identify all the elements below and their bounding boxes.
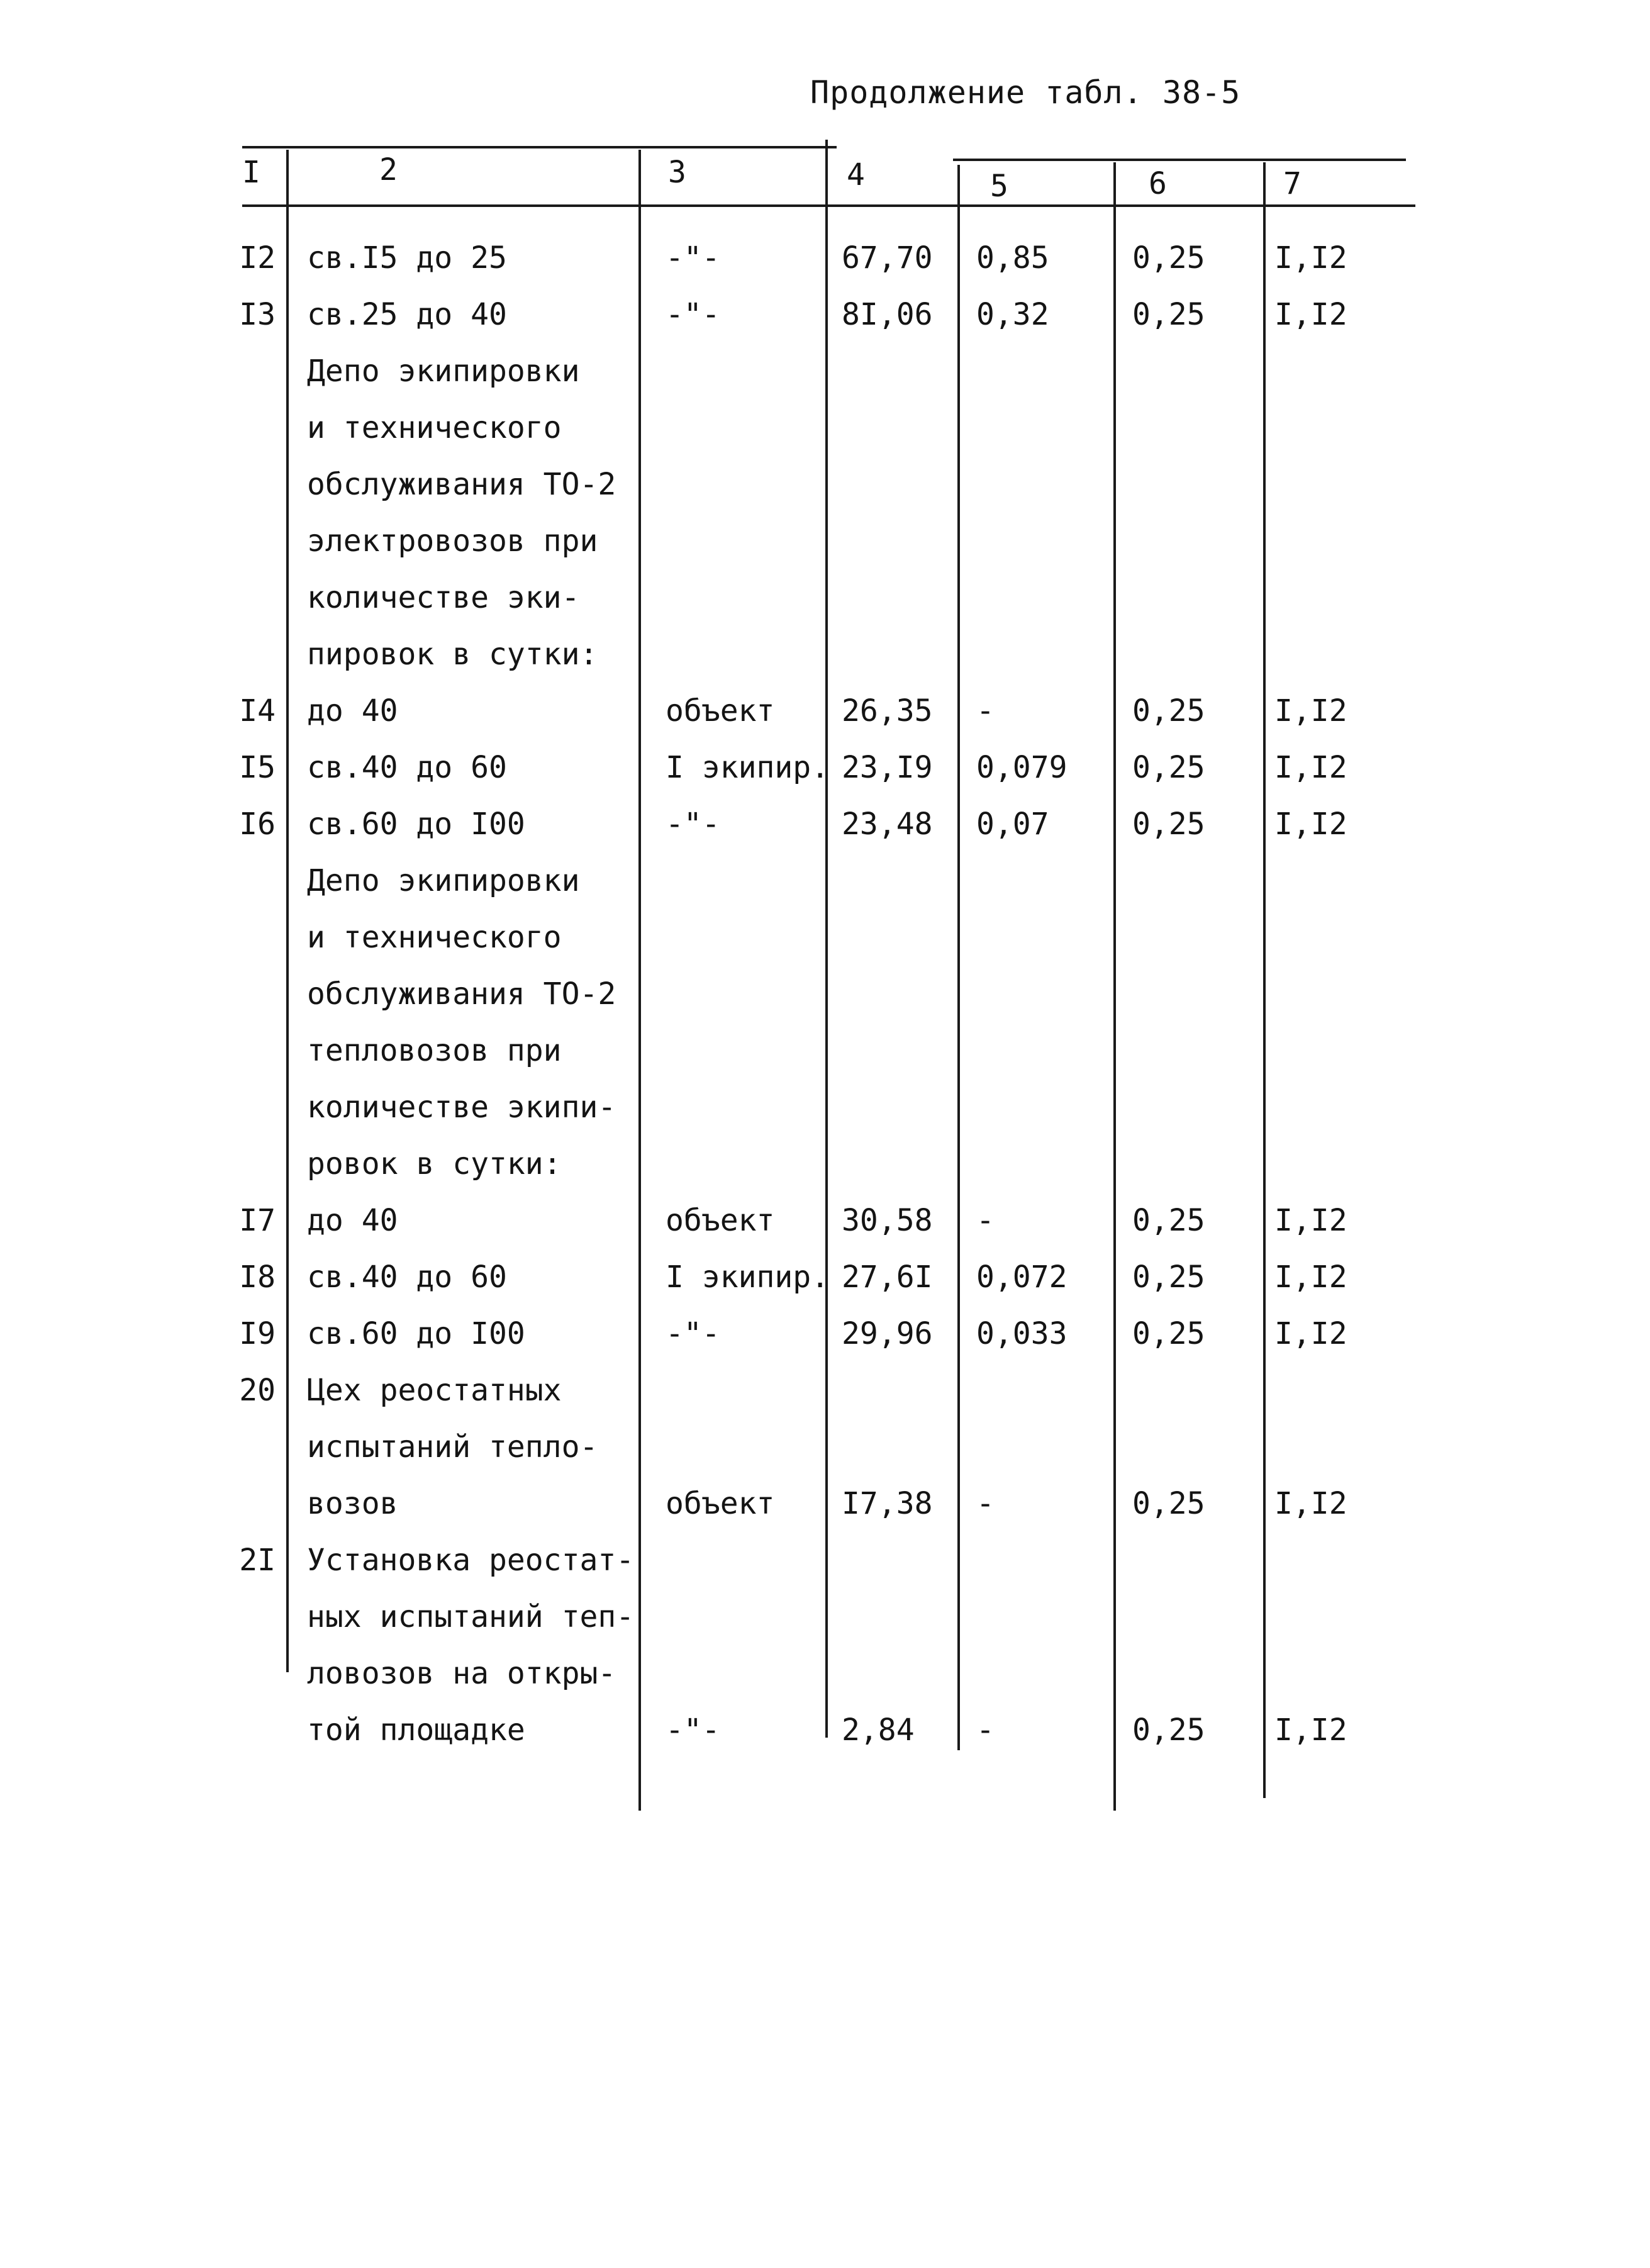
column-header-7: 7 [1283, 166, 1302, 201]
row-name: до 40 [307, 1203, 398, 1238]
column-header-5: 5 [990, 169, 1008, 204]
table-row [0, 296, 1650, 333]
row-number: I4 [239, 693, 276, 729]
row-col4: 30,58 [842, 1203, 933, 1238]
table-top-rule-right [953, 159, 1406, 161]
table-row [0, 1371, 1650, 1409]
table-row [0, 1655, 1650, 1692]
row-unit: I экипир. [666, 1260, 830, 1295]
row-col4: 26,35 [842, 693, 933, 729]
table-row [0, 1258, 1650, 1296]
row-name: Депо экипировки [307, 863, 580, 898]
row-col5: 0,072 [976, 1260, 1067, 1295]
column-header-6: 6 [1149, 166, 1167, 201]
table-row [0, 409, 1650, 447]
row-name: обслуживания ТО-2 [307, 976, 616, 1012]
row-col5: - [976, 1203, 995, 1238]
row-unit: объект [666, 693, 775, 729]
row-col7: I,I2 [1274, 240, 1347, 276]
column-header-1: I [242, 155, 260, 190]
row-col7: I,I2 [1274, 1260, 1347, 1295]
table-row [0, 466, 1650, 503]
row-name: тепловозов при [307, 1033, 562, 1068]
row-unit: I экипир. [666, 750, 830, 785]
row-col5: - [976, 1486, 995, 1521]
row-col7: I,I2 [1274, 750, 1347, 785]
table-row [0, 1088, 1650, 1126]
row-name: той площадке [307, 1712, 525, 1748]
row-name: св.60 до I00 [307, 807, 525, 842]
row-col6: 0,25 [1132, 750, 1205, 785]
row-col6: 0,25 [1132, 1203, 1205, 1238]
row-col7: I,I2 [1274, 1712, 1347, 1748]
table-row [0, 1598, 1650, 1636]
table-row [0, 1711, 1650, 1749]
table-row [0, 1032, 1650, 1070]
row-col6: 0,25 [1132, 1316, 1205, 1351]
table-row [0, 805, 1650, 843]
row-col5: 0,079 [976, 750, 1067, 785]
table-row [0, 692, 1650, 730]
row-unit: -"- [666, 1712, 720, 1748]
row-name: Установка реостат- [307, 1543, 635, 1578]
row-name: и технического [307, 920, 562, 955]
row-name: св.40 до 60 [307, 1260, 507, 1295]
row-name: св.I5 до 25 [307, 240, 507, 276]
table-caption: Продолжение табл. 38-5 [810, 74, 1241, 111]
row-number: 2I [239, 1543, 276, 1578]
row-col6: 0,25 [1132, 807, 1205, 842]
row-name: св.40 до 60 [307, 750, 507, 785]
row-col4: 67,70 [842, 240, 933, 276]
row-name: Депо экипировки [307, 354, 580, 389]
table-top-rule [242, 146, 837, 148]
row-col5: 0,07 [976, 807, 1049, 842]
row-number: I3 [239, 297, 276, 332]
row-name: пировок в сутки: [307, 637, 598, 672]
row-col4: 8I,06 [842, 297, 933, 332]
row-name: ловозов на откры- [307, 1656, 616, 1691]
row-col4: 23,I9 [842, 750, 933, 785]
table-row [0, 1541, 1650, 1579]
table-row [0, 862, 1650, 900]
row-col7: I,I2 [1274, 807, 1347, 842]
row-col6: 0,25 [1132, 1712, 1205, 1748]
row-name: и технического [307, 410, 562, 445]
row-name: электровозов при [307, 523, 598, 559]
row-col6: 0,25 [1132, 297, 1205, 332]
row-name: количестве экипи- [307, 1090, 616, 1125]
row-name: количестве эки- [307, 580, 580, 615]
table-row [0, 1315, 1650, 1353]
table-row [0, 749, 1650, 786]
row-col5: 0,033 [976, 1316, 1067, 1351]
row-col5: 0,85 [976, 240, 1049, 276]
row-number: I8 [239, 1260, 276, 1295]
row-col7: I,I2 [1274, 693, 1347, 729]
row-col6: 0,25 [1132, 693, 1205, 729]
row-unit: -"- [666, 240, 720, 276]
table-row [0, 522, 1650, 560]
row-col7: I,I2 [1274, 297, 1347, 332]
row-col4: 23,48 [842, 807, 933, 842]
header-bottom-rule [242, 204, 1415, 207]
row-number: 20 [239, 1373, 276, 1408]
table-row [0, 352, 1650, 390]
row-number: I6 [239, 807, 276, 842]
table-row [0, 579, 1650, 617]
row-col5: 0,32 [976, 297, 1049, 332]
row-name: св.25 до 40 [307, 297, 507, 332]
row-name: Цех реостатных [307, 1373, 562, 1408]
row-number: I2 [239, 240, 276, 276]
row-col7: I,I2 [1274, 1316, 1347, 1351]
row-name: св.60 до I00 [307, 1316, 525, 1351]
table-row [0, 239, 1650, 277]
row-col4: 27,6I [842, 1260, 933, 1295]
row-col6: 0,25 [1132, 240, 1205, 276]
row-name: испытаний тепло- [307, 1429, 598, 1465]
table-row [0, 975, 1650, 1013]
row-number: I7 [239, 1203, 276, 1238]
row-col7: I,I2 [1274, 1203, 1347, 1238]
row-col6: 0,25 [1132, 1260, 1205, 1295]
row-name: ных испытаний теп- [307, 1599, 635, 1634]
row-number: I5 [239, 750, 276, 785]
column-header-2: 2 [379, 152, 398, 187]
row-unit: -"- [666, 1316, 720, 1351]
row-unit: -"- [666, 807, 720, 842]
row-col4: I7,38 [842, 1486, 933, 1521]
row-name: возов [307, 1486, 398, 1521]
table-row [0, 1202, 1650, 1239]
row-name: обслуживания ТО-2 [307, 467, 616, 502]
column-header-3: 3 [668, 155, 686, 190]
row-col4: 29,96 [842, 1316, 933, 1351]
table-row [0, 1485, 1650, 1522]
row-name: ровок в сутки: [307, 1146, 562, 1181]
row-col7: I,I2 [1274, 1486, 1347, 1521]
column-header-4: 4 [847, 157, 865, 193]
row-unit: -"- [666, 297, 720, 332]
row-name: до 40 [307, 693, 398, 729]
row-col4: 2,84 [842, 1712, 915, 1748]
row-col6: 0,25 [1132, 1486, 1205, 1521]
table-row [0, 1145, 1650, 1183]
row-unit: объект [666, 1486, 775, 1521]
row-col5: - [976, 693, 995, 729]
row-number: I9 [239, 1316, 276, 1351]
table-row [0, 1428, 1650, 1466]
row-unit: объект [666, 1203, 775, 1238]
table-row [0, 635, 1650, 673]
row-col5: - [976, 1712, 995, 1748]
table-row [0, 919, 1650, 956]
